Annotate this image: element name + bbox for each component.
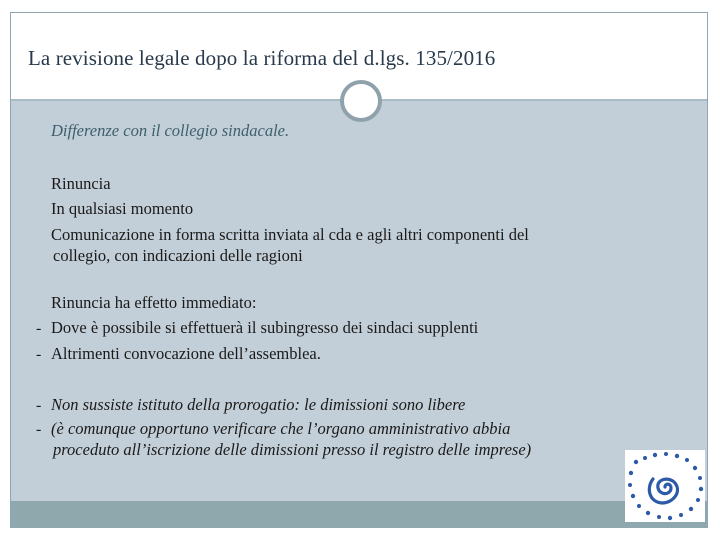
dash-marker: - [36, 346, 42, 363]
dash-altrimenti [36, 344, 321, 364]
bullet-text: Differenze con il collegio sindacale. [51, 121, 290, 140]
dash-text: Altrimenti convocazione dell’assemblea. [51, 344, 321, 363]
bottom-band [11, 501, 707, 527]
circle-ornament-icon [340, 80, 382, 122]
bullet-text: Comunicazione in forma scritta inviata al cda e agli altri componenti del [51, 225, 529, 244]
dash-text: Non sussiste istituto della prorogatio: le dimissioni sono libere [51, 395, 466, 414]
bullet-momento [36, 199, 193, 219]
dash-text: (è comunque opportuno verificare che l’organo amministrativo abbia [51, 419, 511, 438]
spiral-logo-icon [625, 450, 705, 522]
slide-title: La revisione legale dopo la riforma del d.lgs. 135/2016 [28, 46, 496, 70]
dash-opportuno [36, 419, 510, 439]
dash-text: Dove è possibile si effettuerà il subingresso dei sindaci supplenti [51, 318, 479, 337]
dash-prorogatio [36, 395, 465, 415]
dash-text: proceduto all’iscrizione delle dimissioni presso il registro delle imprese) [53, 440, 532, 459]
bullet-effetto [36, 293, 256, 313]
bullet-text: collegio, con indicazioni delle ragioni [53, 246, 303, 265]
bullet-text: Rinuncia ha effetto immediato: [51, 293, 257, 312]
bullet-text: Rinuncia [51, 174, 111, 193]
dash-marker: - [36, 320, 42, 337]
bullet-differenze [36, 121, 289, 141]
dash-marker: - [36, 421, 42, 438]
dash-subingresso [36, 318, 478, 338]
bullet-comunicazione [36, 225, 529, 245]
bullet-text: In qualsiasi momento [51, 199, 194, 218]
bullet-rinuncia [36, 174, 111, 194]
dash-marker: - [36, 397, 42, 414]
dash-opportuno-cont [53, 440, 531, 460]
bullet-comunicazione-cont [53, 246, 303, 266]
